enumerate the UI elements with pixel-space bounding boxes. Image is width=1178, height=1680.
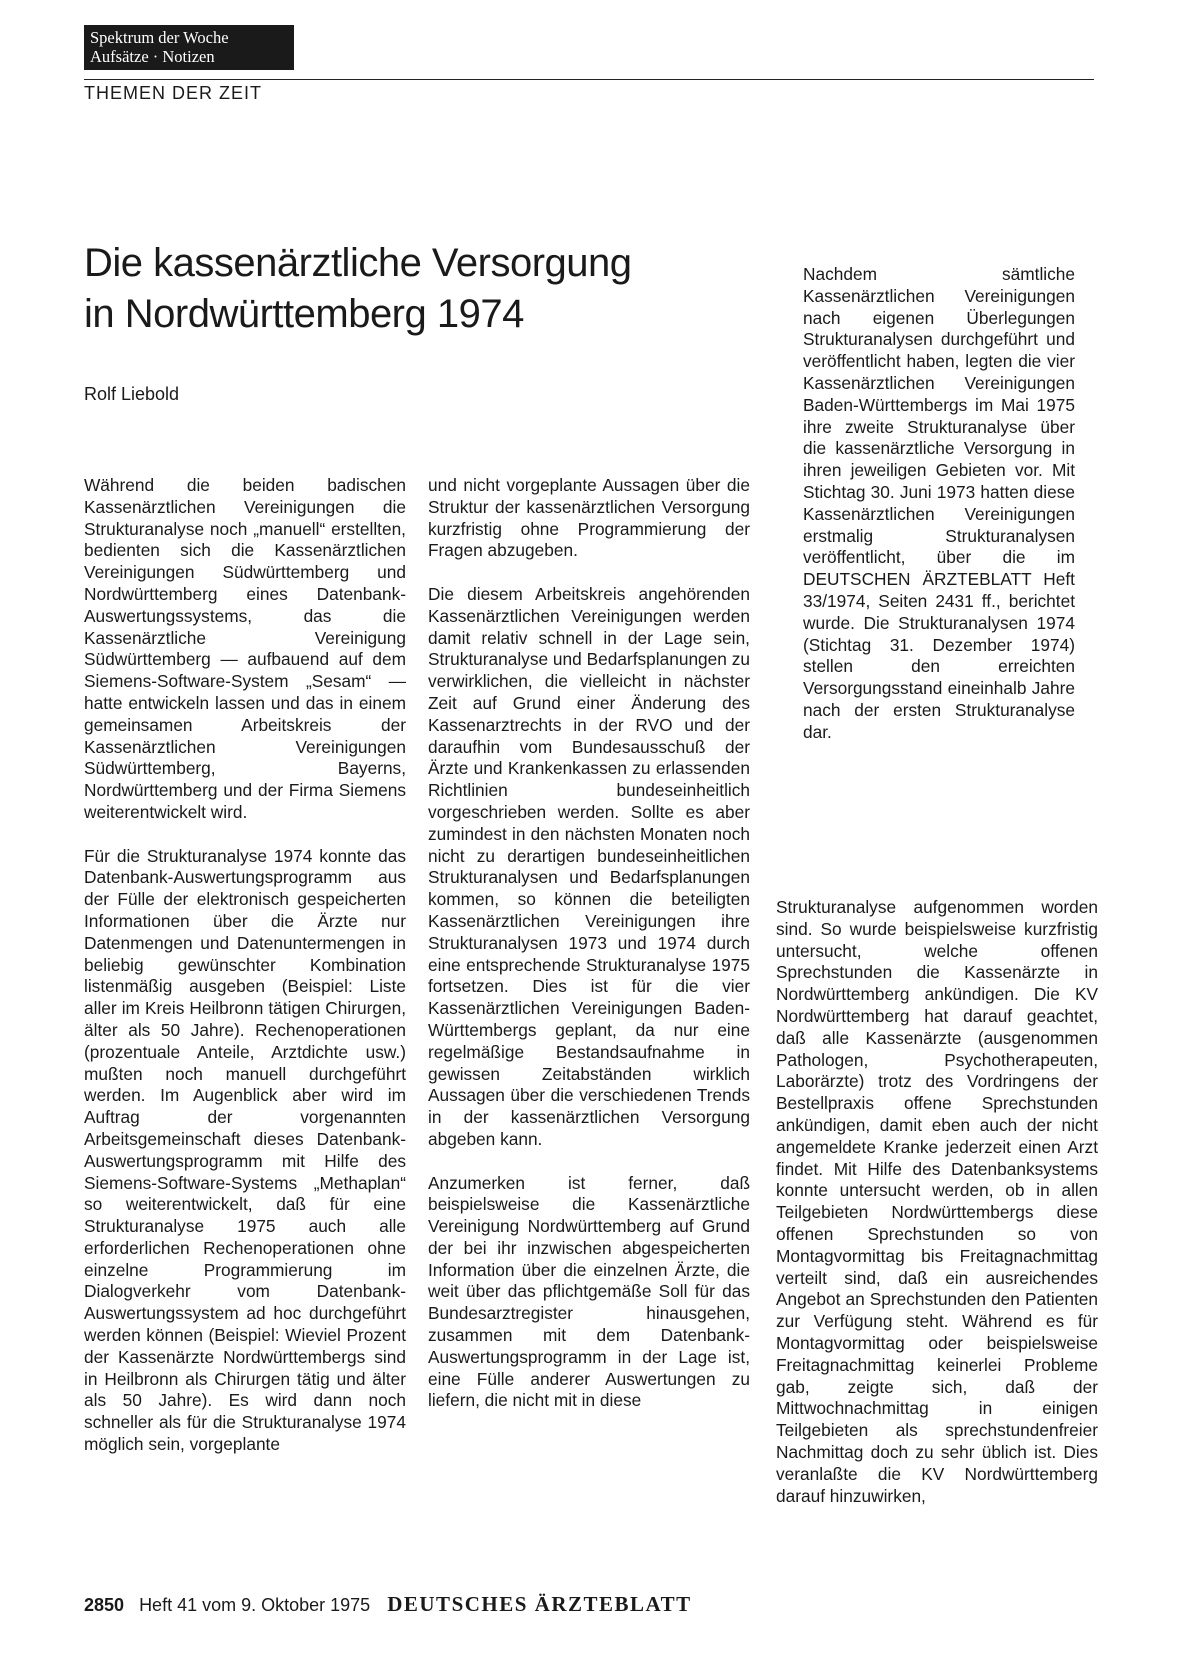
intro-box — [803, 264, 1075, 765]
article-title — [84, 238, 784, 340]
title-line-2: in Nordwürttemberg 1974 — [84, 292, 524, 336]
intro-paragraph: Nachdem sämtliche Kassenärztlichen Vereinigungen nach eigenen Überlegungen Strukturanalysen durchgeführt und veröffentlicht haben, legten die vier Kassenärztlichen Vereinigungen Baden-Württembergs im Mai 1975 ihre zweite Strukturanalyse über die kassenärztliche Versorgung in ihren jeweiligen Gebieten vor. Mit Stichtag 30. Juni 1973 hatten diese Kassenärztlichen Vereinigungen erstmalig Strukturanalysen veröffentlicht, über die im DEUTSCHEN ÄRZTEBLATT Heft 33/1974, Seiten 2431 ff., berichtet wurde. Die Strukturanalysen 1974 (Stichtag 31. Dezember 1974) stellen den erreichten Versorgungsstand eineinhalb Jahre nach der ersten Strukturanalyse dar. — [803, 264, 1075, 742]
section-label-box — [84, 25, 294, 70]
page-footer — [84, 1592, 692, 1617]
paragraph: Anzumerken ist ferner, daß beispielsweise die Kassenärztliche Vereinigung Nordwürttemberg auf Grund der bei ihr inzwischen abgespeicherten Information über die einzelnen Ärzte, die weit über das pflichtgemäße Soll für das Bundesarztregister hinausgehen, zusammen mit dem Datenbank-Auswertungsprogramm in der Lage ist, eine Fülle anderer Auswertungen zu liefern, die nicht mit in diese — [428, 1172, 750, 1411]
author: Rolf Liebold — [84, 384, 180, 404]
column-1 — [84, 475, 406, 1478]
journal-name: DEUTSCHES ÄRZTEBLATT — [387, 1592, 692, 1616]
section-label-line1: Spektrum der Woche — [90, 28, 229, 47]
issue-info: Heft 41 vom 9. Oktober 1975 — [139, 1595, 371, 1615]
page-number: 2850 — [84, 1595, 125, 1615]
section-label-line2: Aufsätze · Notizen — [90, 47, 215, 66]
column-3 — [776, 897, 1098, 1529]
section-heading: THEMEN DER ZEIT — [84, 83, 263, 103]
header-rule — [84, 79, 1094, 80]
paragraph: Strukturanalyse aufgenommen worden sind. So wurde beispielsweise kurzfristig untersucht, welche offenen Sprechstunden die Kassenärzte in Nordwürttemberg ankündigen. Die KV Nordwürttemberg hat darauf geachtet, daß alle Kassenärzte (ausgenommen Pathologen, Psychotherapeuten, Laborärzte) trotz des Vordringens der Bestellpraxis offene Sprechstunden ankündigen, damit eben auch der nicht angemeldete Kranke jederzeit einen Arzt findet. Mit Hilfe des Datenbanksystems konnte untersucht werden, ob in allen Teilgebieten Nordwürttembergs diese offenen Sprechstunden so von Montagvormittag bis Freitagnachmittag verteilt sind, daß ein ausreichendes Angebot an Sprechstunden den Patienten zur Verfügung steht. Während es für Montagvormittag oder beispielsweise Freitagnachmittag keinerlei Probleme gab, zeigte sich, daß der Mittwochnachmittag in einigen Teilgebieten als sprechstundenfreier Nachmittag doch zu sehr üblich ist. Dies veranlaßte die KV Nordwürttemberg darauf hinzuwirken, — [776, 897, 1098, 1506]
paragraph: Für die Strukturanalyse 1974 konnte das Datenbank-Auswertungsprogramm aus der Fülle der elektronisch gespeicherten Informationen über die Ärzte nur Datenmengen und Datenuntermengen in beliebig gewünschter Kombination listenmäßig ausgeben (Beispiel: Liste aller im Kreis Heilbronn tätigen Chirurgen, älter als 50 Jahre). Rechenoperationen (prozentuale Anteile, Arztdichte usw.) mußten noch manuell durchgeführt werden. Im Augenblick aber wird im Auftrag der vorgenannten Arbeitsgemeinschaft dieses Datenbank-Auswertungsprogramm mit Hilfe des Siemens-Software-Systems „Methaplan“ so weiterentwickelt, daß für eine Strukturanalyse 1975 auch alle erforderlichen Rechenoperationen ohne einzelne Programmierung im Dialogverkehr vom Datenbank-Auswertungssystem ad hoc durchgeführt werden können (Beispiel: Wieviel Prozent der Kassenärzte Nordwürttembergs sind in Heilbronn als Chirurgen tätig und älter als 50 Jahre). Es wird dann noch schneller als für die Strukturanalyse 1974 möglich sein, vorgeplante — [84, 845, 406, 1455]
title-line-1: Die kassenärztliche Versorgung — [84, 241, 632, 285]
column-2 — [428, 475, 750, 1434]
paragraph: Während die beiden badischen Kassenärztlichen Vereinigungen die Strukturanalyse noch „manuell“ erstellten, bedienten sich die Kassenärztlichen Vereinigungen Südwürttemberg und Nordwürttemberg eines Datenbank-Auswertungssystems, das die Kassenärztliche Vereinigung Südwürttemberg — aufbauend auf dem Siemens-Software-System „Sesam“ — hatte entwickeln lassen und das in einem gemeinsamen Arbeitskreis der Kassenärztlichen Vereinigungen Südwürttemberg, Bayerns, Nordwürttemberg und der Firma Siemens weiterentwickelt wird. — [84, 475, 406, 822]
paragraph: Die diesem Arbeitskreis angehörenden Kassenärztlichen Vereinigungen werden damit relativ schnell in der Lage sein, Strukturanalyse und Bedarfsplanungen zu verwirklichen, die vielleicht in nächster Zeit auf Grund einer Änderung des Kassenarztrechts in der RVO und der daraufhin vom Bundesausschuß der Ärzte und Krankenkassen zu erlassenden Richtlinien bundeseinheitlich vorgeschrieben werden. Sollte es aber zumindest in den nächsten Monaten noch nicht zu derartigen bundeseinheitlichen Strukturanalysen und Bedarfsplanungen kommen, so können die beteiligten Kassenärztlichen Vereinigungen ihre Strukturanalysen 1973 und 1974 durch eine entsprechende Strukturanalyse 1975 fortsetzen. Dies ist für die vier Kassenärztlichen Vereinigungen Baden-Württembergs geplant, da nur eine regelmäßige Bestandsaufnahme in gewissen Zeitabständen wirklich Aussagen über die verschiedenen Trends in der kassenärztlichen Versorgung abgeben kann. — [428, 583, 750, 1149]
paragraph: und nicht vorgeplante Aussagen über die Struktur der kassenärztlichen Versorgung kurzfristig ohne Programmierung der Fragen abzugeben. — [428, 475, 750, 561]
